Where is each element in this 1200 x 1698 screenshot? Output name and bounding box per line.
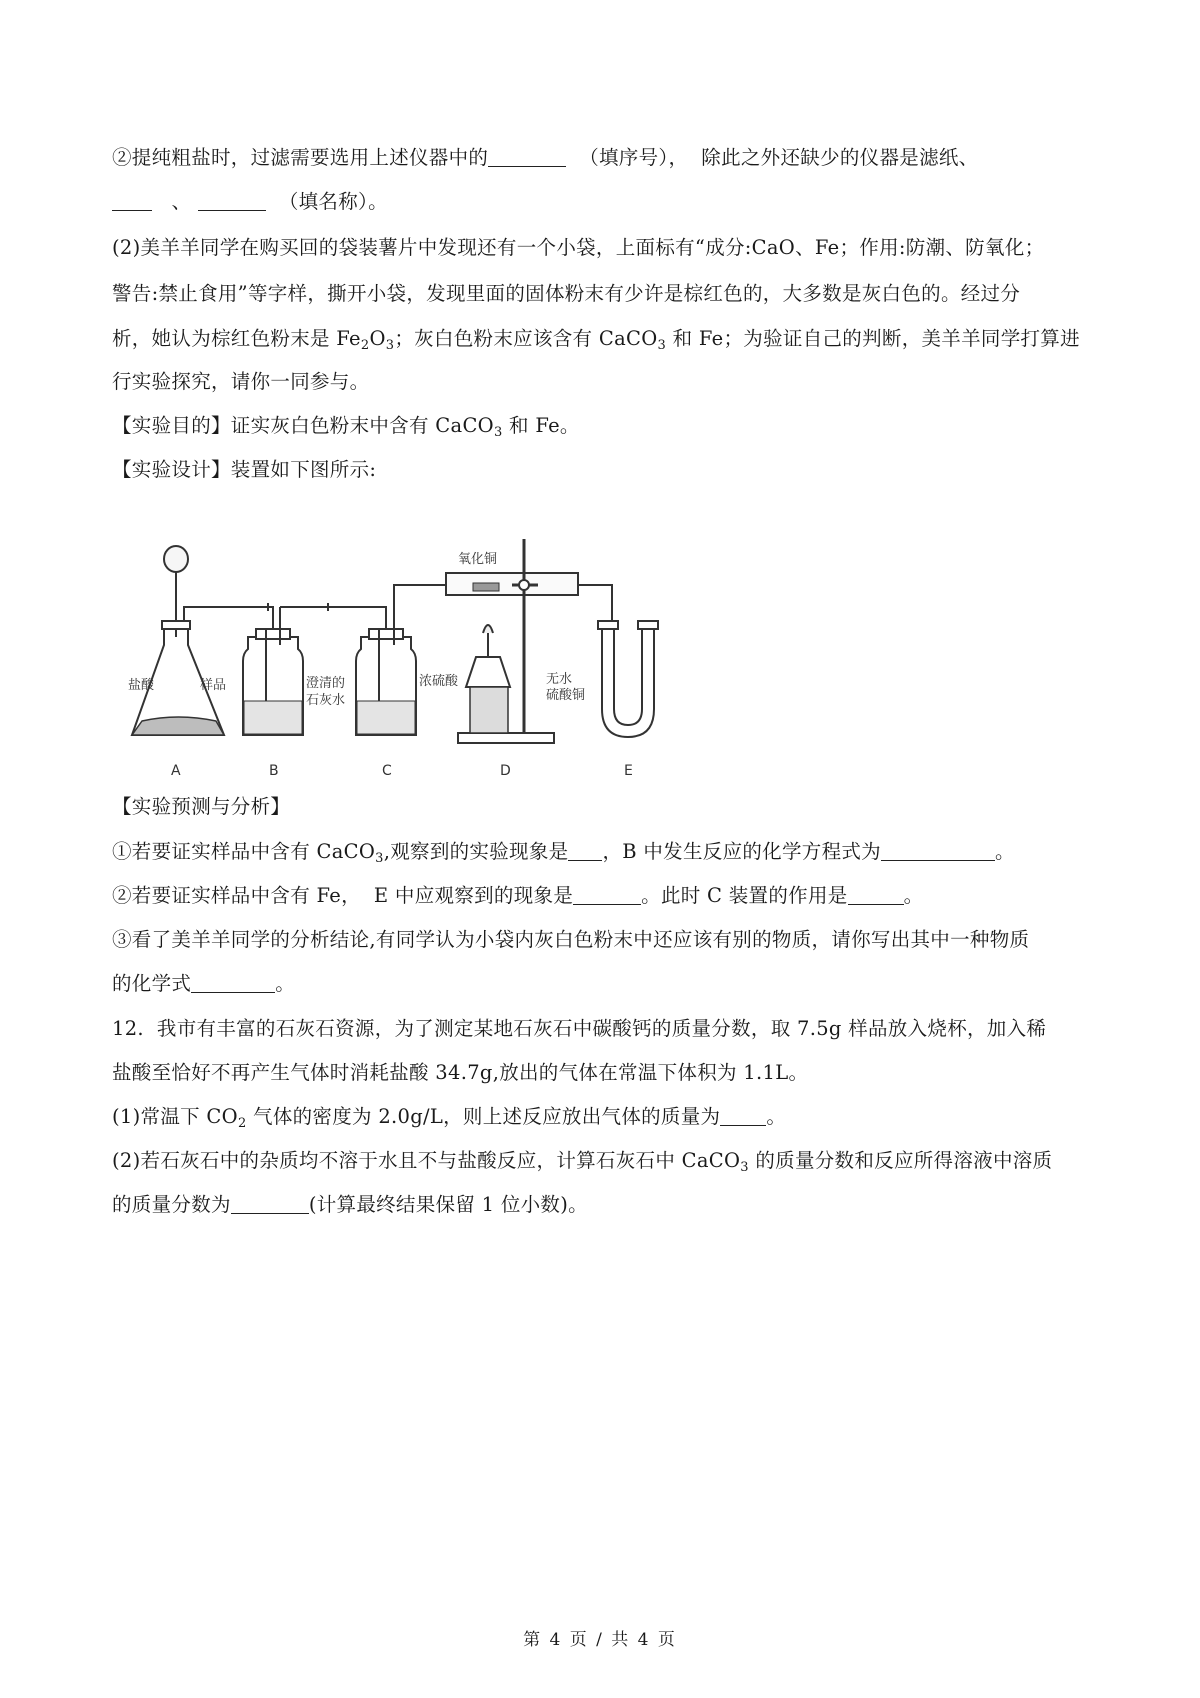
stopper-C: [369, 629, 403, 639]
q12-line-1: 12. 我市有丰富的石灰石资源，为了测定某地石灰石中碳酸钙的质量分数，取 7.5g 样品放入烧杯，加入稀: [112, 1017, 1047, 1040]
copper-oxide: [473, 583, 499, 591]
p2-line-1: (2)美羊羊同学在购买回的袋装薯片中发现还有一个小袋，上面标有“成分:CaO、Fe；作用:防潮、防氧化；: [112, 236, 1045, 259]
answer-blank[interactable]: [881, 840, 995, 861]
label-limewater-1: 澄清的: [306, 676, 346, 691]
tube-C-D: [394, 585, 450, 607]
label-sample: 样品: [200, 678, 227, 693]
label-hcl: 盐酸: [128, 678, 155, 693]
answer-blank[interactable]: [848, 884, 904, 905]
label-E: E: [624, 763, 633, 779]
design-line: 【实验设计】装置如下图所示:: [112, 458, 377, 481]
answer-blank[interactable]: [231, 1193, 309, 1214]
analysis-line-2: ②若要证实样品中含有 Fe， E 中应观察到的现象是 。此时 C 装置的作用是 。: [112, 884, 924, 907]
q12-sub-2: (2)若石灰石中的杂质均不溶于水且不与盐酸反应，计算石灰石中 CaCO$_3$ 的质量分数和反应所得溶液中溶质: [112, 1149, 1053, 1175]
answer-blank[interactable]: [112, 190, 152, 211]
answer-blank[interactable]: [488, 146, 566, 167]
analysis-line-3: ③看了美羊羊同学的分析结论,有同学认为小袋内灰白色粉末中还应该有别的物质，请你写出其中一种物质: [112, 928, 1030, 951]
apparatus-diagram: [128, 537, 728, 782]
stand-base: [458, 733, 554, 743]
analysis-heading: 【实验预测与分析】: [112, 795, 291, 818]
u-tube-E: [602, 627, 654, 737]
page-footer: 第 4 页 / 共 4 页: [523, 1630, 677, 1650]
stopper-A: [162, 621, 190, 629]
p2-line-4: 行实验探究，请你一同参与。: [112, 370, 370, 393]
answer-blank[interactable]: [191, 972, 275, 993]
limewater-liquid: [244, 701, 302, 734]
answer-blank[interactable]: [568, 840, 602, 861]
answer-blank[interactable]: [573, 884, 641, 905]
q2-line-2: 、 （填名称）。: [112, 188, 388, 216]
stopper-B: [256, 629, 290, 639]
analysis-line-1: ①若要证实样品中含有 CaCO$_3$,观察到的实验现象是 ，B 中发生反应的化学方程式为 。: [112, 840, 1015, 866]
q12-sub-1: (1)常温下 $CO_2$ 气体的密度为 2.0g/L，则上述反应放出气体的质量为 。: [112, 1105, 787, 1131]
label-cuo: 氧化铜: [458, 552, 498, 567]
label-h2so4: 浓硫酸: [419, 674, 459, 689]
label-cuso4-2: 硫酸铜: [546, 688, 586, 703]
apparatus-figure: [128, 537, 728, 782]
label-B: B: [269, 763, 279, 779]
label-A: A: [171, 763, 181, 779]
label-C: C: [382, 763, 392, 779]
analysis-line-3b: 的化学式 。: [112, 972, 296, 995]
p2-line-3: 析，她认为棕红色粉末是 $Fe_2O_3$；灰白色粉末应该含有 CaCO$_3$ 和 Fe；为验证自己的判断，美羊羊同学打算进: [112, 327, 1080, 353]
purpose-line: 【实验目的】证实灰白色粉末中含有 CaCO$_3$ 和 Fe。: [112, 414, 580, 440]
label-limewater-2: 石灰水: [306, 693, 346, 708]
label-cuso4-1: 无水: [546, 672, 573, 687]
sample-solid: [132, 717, 224, 735]
q2-line-1: ②提纯粗盐时，过滤需要选用上述仪器中的 （填序号）， 除此之外还缺少的仪器是滤纸、: [112, 146, 979, 169]
alcohol-lamp: [466, 657, 510, 687]
wood-block: [470, 687, 508, 733]
label-D: D: [500, 763, 511, 779]
q12-sub-2b: 的质量分数为 (计算最终结果保留 1 位小数)。: [112, 1193, 588, 1216]
q12-line-2: 盐酸至恰好不再产生气体时消耗盐酸 34.7g,放出的气体在常温下体积为 1.1L。: [112, 1061, 809, 1084]
answer-blank[interactable]: [720, 1105, 766, 1126]
answer-blank[interactable]: [198, 190, 266, 211]
h2so4-liquid: [357, 701, 415, 734]
funnel-bulb: [164, 546, 188, 572]
p2-line-2: 警告:禁止食用”等字样，撕开小袋，发现里面的固体粉末有少许是棕红色的，大多数是灰白色的。经过分: [112, 282, 1021, 305]
